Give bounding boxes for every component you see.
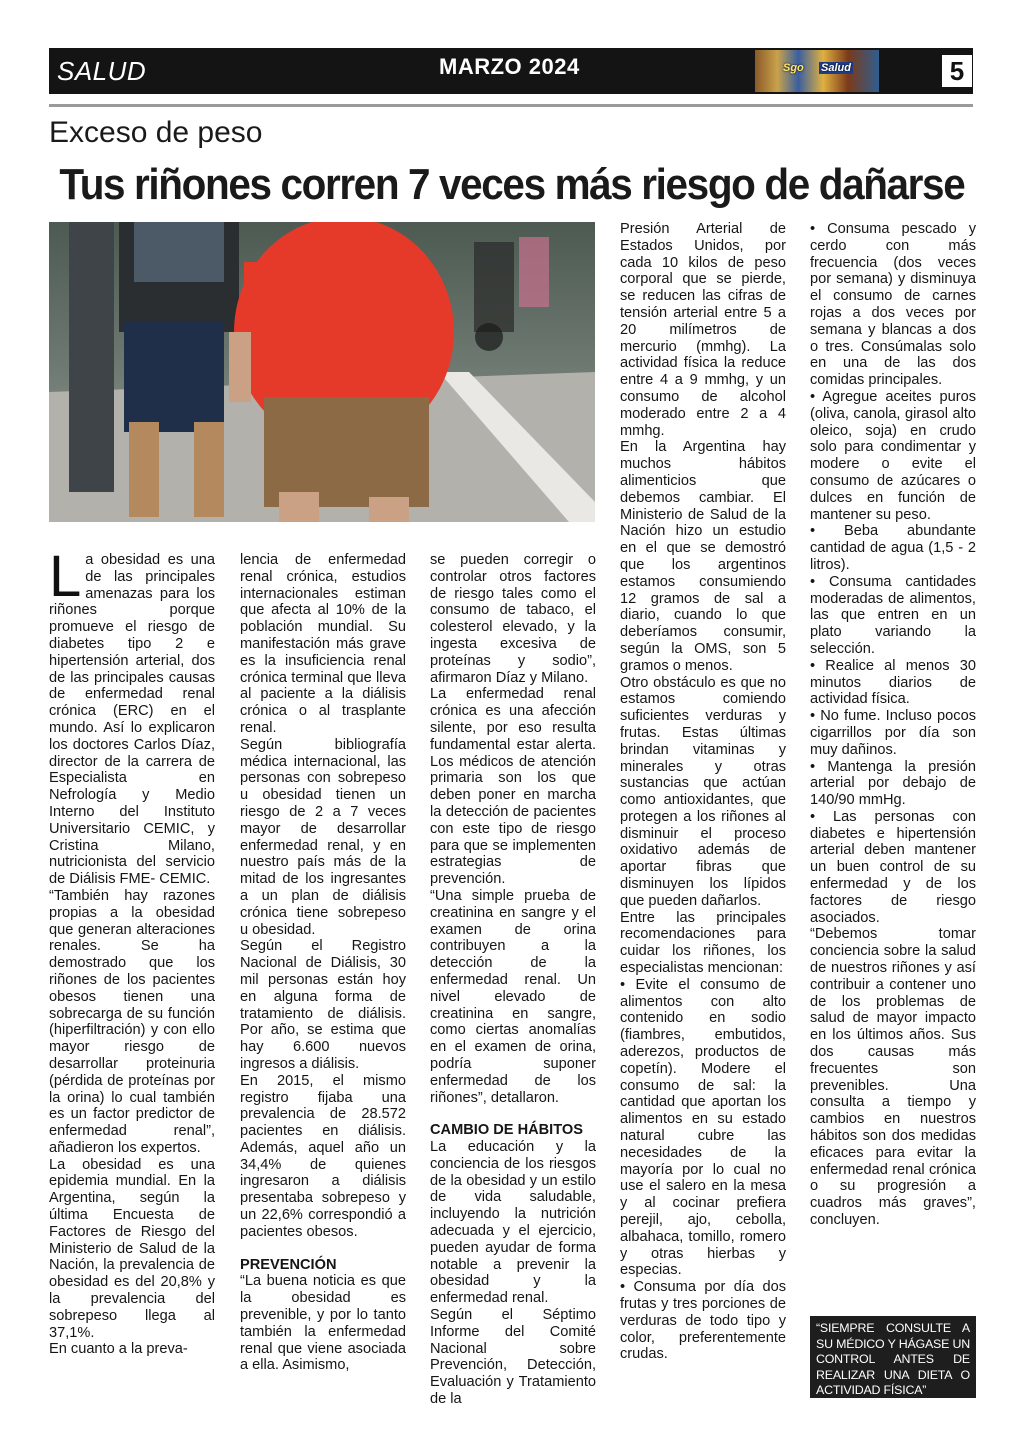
header-bar xyxy=(49,48,973,94)
sgo-salud-logo xyxy=(755,50,879,92)
paragraph: lencia de enfermedad renal crónica, estudios internacionales estiman que afecta al 10% de la población mundial. Su manifestación más grave es la insuficiencia renal crónica terminal que lleva al paciente a la diálisis crónica o al trasplante renal. xyxy=(240,552,406,736)
paragraph: La educación y la conciencia de los riesgos de la obesidad y un estilo de vida saludable, incluyendo la nutrición adecuada y el ejercicio, pueden ayudar de forma notable a prevenir la obesidad y la enfermedad renal. xyxy=(430,1139,596,1307)
paragraph: “También hay razones propias a la obesidad que generan alteraciones renales. Se ha demostrado que los riñones de los pacientes obesos tienen una sobrecarga de su función (hiperfiltración) y con ello mayor riesgo de desarrollar proteinuria (pérdida de proteínas por la orina) lo cual también es un factor predictor de enfermedad renal”, añadieron los expertos. xyxy=(49,887,215,1156)
logo-word-sgo: Sgo xyxy=(783,62,804,74)
section-name: SALUD xyxy=(57,56,147,86)
paragraph: Según el Registro Nacional de Diálisis, 30 mil personas están hoy en alguna forma de tratamiento de diálisis. Por año, se estima que hay 6.600 nuevos ingresos a diálisis. xyxy=(240,938,406,1072)
bullet-item: • Evite el consumo de alimentos con alto contenido en sodio (fiambres, embutidos, aderezos, productos de copetín). Modere el consumo de sal: la cantidad que aportan los alimentos en su estado natural cubre las necesidades de la mayoría por lo cual no use el salero en la mesa y al cocinar prefiera perejil, ajo, cebolla, albahaca, tomillo, romero y otras hierbas y especias. xyxy=(620,976,786,1279)
article-column-1 xyxy=(49,544,215,1358)
paragraph: En la Argentina hay muchos hábitos alimenticios que debemos cambiar. El Ministerio de Salud de la Nación hizo un estudio en el que se demostró que los argentinos estamos consumiendo 12 gramos de sal a diario, cuando lo que deberíamos consumir, según la OMS, son 5 gramos o menos. xyxy=(620,439,786,674)
paragraph: La obesidad es una de las principales amenazas para los riñones porque promueve el riesgo de diabetes tipo 2 e hipertensión arterial, dos de las principales causas de enfermedad renal crónica (ERC) en el mundo. Así lo explicaron los doctores Carlos Díaz, director de la carrera de Especialista en Nefrología y Medio Interno del Instituto Universitario CEMIC, y Cristina Milano, nutricionista del servicio de Diálisis FME- CEMIC. xyxy=(49,544,215,888)
article-column-3 xyxy=(430,552,596,1408)
bullet-item: • Mantenga la presión arterial por debajo de 140/90 mmHg. xyxy=(810,758,976,809)
paragraph: Según bibliografía médica internacional, las personas con sobrepeso u obesidad tienen un riesgo de 2 a 7 veces mayor de desarrollar enfermedad renal, y en nuestro país más de la mitad de los ingresantes a un plan de diálisis crónica tiene sobrepeso u obesidad. xyxy=(240,736,406,938)
subhead-prevencion: PREVENCIÓN xyxy=(240,1256,337,1273)
paragraph: se pueden corregir o controlar otros factores de riesgo tales como el consumo de tabaco, el colesterol elevado, y la ingesta excesiva de proteínas y sodio”, afirmaron Díaz y Milano. xyxy=(430,552,596,686)
paragraph: Presión Arterial de Estados Unidos, por cada 10 kilos de peso corporal que se pierde, se reducen las cifras de tensión arterial entre 5 a 20 milímetros de mercurio (mmhg). La actividad física la reduce entre 4 a 9 mmhg, y un consumo de alcohol moderado entre 2 a 4 mmhg. xyxy=(620,221,786,439)
bullet-item: • Consuma cantidades moderadas de alimentos, las que entren en un plato variando la selección. xyxy=(810,573,976,657)
paragraph: La enfermedad renal crónica es una afección silente, por eso resulta fundamental estar alerta. Los médicos de atención primaria son los que deben poner en marcha la detección de pacientes con este tipo de riesgo para que se implementen estrategias de prevención. xyxy=(430,686,596,888)
issue-date: MARZO 2024 xyxy=(439,54,580,79)
paragraph: En cuanto a la preva- xyxy=(49,1341,188,1358)
bullet-item: • Las personas con diabetes e hipertensión arterial deben mantener un buen control de su enfermedad y de los factores de riesgo asociados. xyxy=(810,808,976,926)
article-kicker: Exceso de peso xyxy=(49,116,263,149)
article-headline: Tus riñones corren 7 veces más riesgo de dañarse xyxy=(59,160,965,209)
bullet-item: • Realice al menos 30 minutos diarios de actividad física. xyxy=(810,657,976,708)
logo-word-salud: Salud xyxy=(821,62,851,74)
article-column-2 xyxy=(240,552,406,1374)
bullet-item: • Consuma pescado y cerdo con más frecuencia (dos veces por semana) y disminuya el consumo de carnes rojas a dos veces por semana y blancas a dos o tres. Consúmalas solo en una de las dos comidas principales. xyxy=(810,221,976,389)
page-number: 5 xyxy=(942,55,972,87)
paragraph: Otro obstáculo es que no estamos comiendo suficientes verduras y frutas. Estas últimas brindan vitaminas y minerales y otras sustancias que actúan como antioxidantes, que protegen a los riñones al disminuir el proceso oxidativo además de aportar fibras que disminuyen los lípidos que pueden dañarlos. xyxy=(620,674,786,909)
paragraph: “Debemos tomar conciencia sobre la salud de nuestros riñones y así contribuir a contener uno de los problemas de salud de mayor impacto en los últimos años. Sus dos causas más frecuentes son prevenibles. Una consulta a tiempo y cambios en nuestros hábitos son dos medidas eficaces para evitar la enfermedad renal crónica o su progresión a cuadros más graves”, concluyen. xyxy=(810,926,976,1229)
subhead-cambio-de-habitos: CAMBIO DE HÁBITOS xyxy=(430,1122,583,1139)
bullet-item: • Beba abundante cantidad de agua (1,5 - 2 litros). xyxy=(810,523,976,573)
people-walking-photo xyxy=(49,222,595,522)
paragraph: La obesidad es una epidemia mundial. En la Argentina, según la última Encuesta de Factores de Riesgo del Ministerio de Salud de la Nación, la prevalencia de obesidad es del 20,8% y la prevalencia del sobrepeso llega al 37,1%. xyxy=(49,1156,215,1341)
article-column-4 xyxy=(620,221,786,1363)
paragraph: “La buena noticia es que la obesidad es prevenible, y por lo tanto también la enfermedad renal que viene asociada a ella. Asimismo, xyxy=(240,1273,406,1374)
advice-quote-box: “SIEMPRE CONSULTE A SU MÉDICO Y HÁGASE UN CONTROL ANTES DE REALIZAR UNA DIETA O ACTIVIDAD FÍSICA” xyxy=(810,1316,976,1398)
paragraph: En 2015, el mismo registro fijaba una prevalencia de 28.572 pacientes en diálisis. Además, aquel año un 34,4% de quienes ingresaron a diálisis presentaba sobrepeso y un 22,6% correspondió a pacientes obesos. xyxy=(240,1072,406,1240)
header-rule xyxy=(49,104,973,107)
bullet-item: • Agregue aceites puros (oliva, canola, girasol alto oleico, soja) en crudo solo para condimentar y modere o evite el consumo de azúcares o dulces en función de mantener su peso. xyxy=(810,388,976,523)
bullet-item: • Consuma por día dos frutas y tres porciones de verduras de todo tipo y color, preferentemente crudas. xyxy=(620,1279,786,1363)
article-column-5 xyxy=(810,221,976,1229)
drop-cap: L xyxy=(49,544,82,609)
paragraph: Entre las principales recomendaciones para cuidar los riñones, los especialistas mencionan: xyxy=(620,909,786,977)
bullet-item: • No fume. Incluso pocos cigarrillos por día son muy dañinos. xyxy=(810,708,976,758)
paragraph: Según el Séptimo Informe del Comité Nacional sobre Prevención, Detección, Evaluación y Tratamiento de la xyxy=(430,1307,596,1408)
paragraph: “Una simple prueba de creatinina en sangre y el examen de orina contribuyen a la detección de la enfermedad renal. Un nivel elevado de creatinina en sangre, como ciertas anomalías en el examen de orina, podría suponer enfermedad de los riñones”, detallaron. xyxy=(430,887,596,1106)
